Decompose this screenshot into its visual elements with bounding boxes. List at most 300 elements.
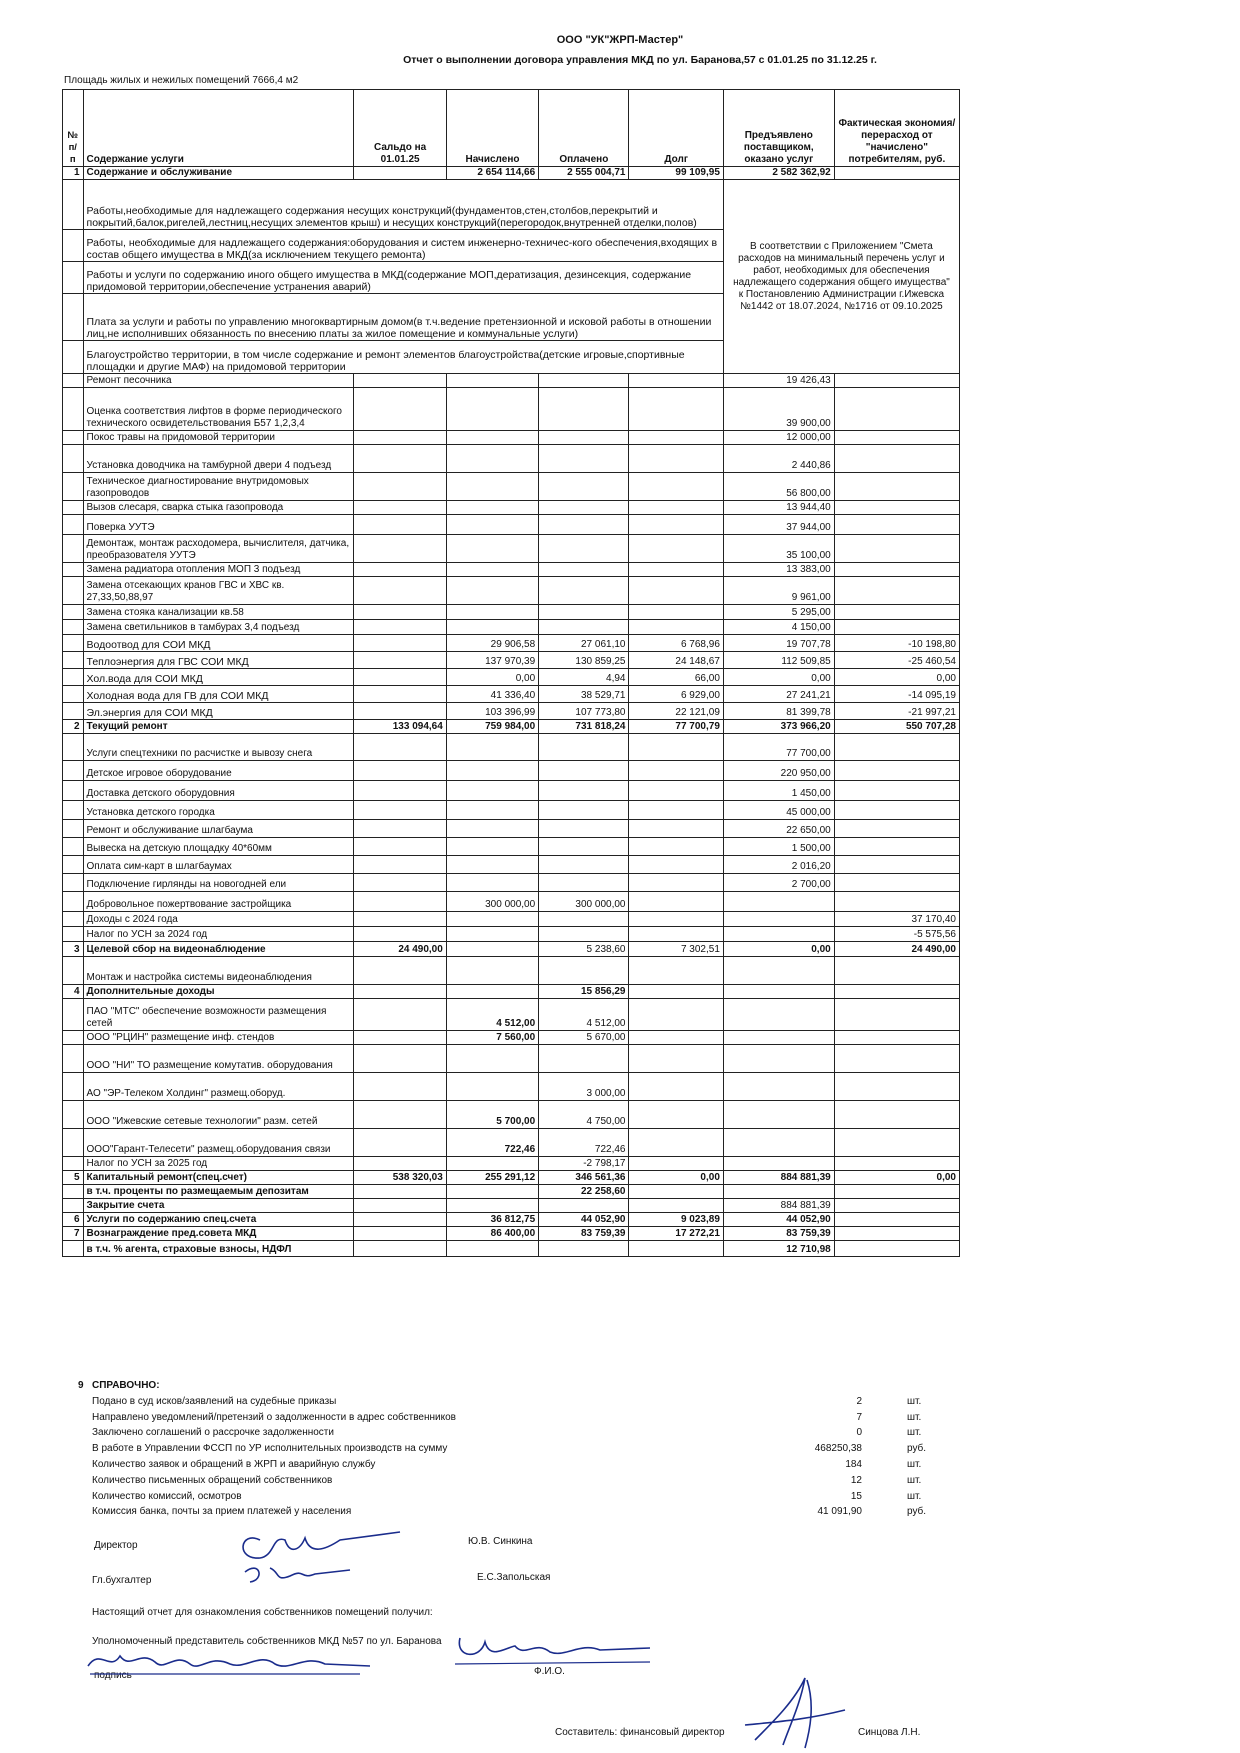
received-text: Настоящий отчет для ознакомления собственников помещений получил: <box>92 1607 433 1618</box>
empty-cell <box>834 820 959 838</box>
empty-cell <box>354 686 446 703</box>
empty-cell <box>63 635 84 652</box>
section-paid: 2 555 004,71 <box>539 167 629 180</box>
utility-debt: 6 929,00 <box>629 686 723 703</box>
empty-cell <box>354 999 446 1031</box>
section-num: 2 <box>63 720 84 734</box>
utility-debt: 6 768,96 <box>629 635 723 652</box>
empty-cell <box>539 874 629 892</box>
utility-name: Теплоэнергия для ГВС СОИ МКД <box>83 652 354 669</box>
repair-name: Ремонт и обслуживание шлагбаума <box>83 820 354 838</box>
income-name: Доходы с 2024 года <box>83 912 354 927</box>
empty-cell <box>629 431 723 445</box>
empty-cell <box>354 388 446 431</box>
reference-rows <box>62 1396 942 1522</box>
col-presented: Предъявлено поставщиком, оказано услуг <box>723 90 834 167</box>
empty-cell <box>539 781 629 801</box>
donation-charged: 300 000,00 <box>446 892 538 912</box>
section-actual: 550 707,28 <box>834 720 959 734</box>
empty-cell <box>354 912 446 927</box>
table-row <box>63 1199 960 1213</box>
empty-cell <box>539 957 629 985</box>
director-label: Директор <box>94 1540 138 1551</box>
empty-cell <box>723 927 834 942</box>
empty-cell <box>354 167 446 180</box>
utility-name: Хол.вода для СОИ МКД <box>83 669 354 686</box>
utility-debt: 66,00 <box>629 669 723 686</box>
table-row <box>63 874 960 892</box>
empty-cell <box>63 801 84 820</box>
utility-actual: -21 997,21 <box>834 703 959 720</box>
repair-presented: 2 700,00 <box>723 874 834 892</box>
reference-unit: шт. <box>907 1474 922 1486</box>
repair-name: Детское игровое оборудование <box>83 761 354 781</box>
utility-charged: 137 970,39 <box>446 652 538 669</box>
utility-name: Эл.энергия для СОИ МКД <box>83 703 354 720</box>
empty-cell <box>446 927 538 942</box>
reference-unit: руб. <box>907 1443 927 1455</box>
empty-cell <box>723 1129 834 1157</box>
reference-num: 9 <box>78 1380 84 1391</box>
empty-cell <box>63 1045 84 1073</box>
section-row <box>63 985 960 999</box>
table-row <box>63 892 960 912</box>
empty-cell <box>354 1101 446 1129</box>
section-num: 3 <box>63 942 84 957</box>
director-name: Ю.В. Синкина <box>468 1536 533 1547</box>
table-row <box>63 1185 960 1199</box>
empty-cell <box>723 892 834 912</box>
reference-label: Комиссия банка, почты за прием платежей у населения <box>92 1506 352 1518</box>
empty-cell <box>834 734 959 761</box>
extra-income-list <box>63 999 960 1171</box>
empty-cell <box>723 999 834 1031</box>
empty-cell <box>834 1241 959 1257</box>
empty-cell <box>354 874 446 892</box>
reference-unit: шт. <box>907 1458 922 1470</box>
utilities-list <box>63 635 960 720</box>
repair-presented: 22 650,00 <box>723 820 834 838</box>
repair-presented: 2 016,20 <box>723 856 834 874</box>
table-row <box>63 957 960 985</box>
empty-cell <box>63 501 84 515</box>
reference-value: 12 <box>850 1474 862 1486</box>
empty-cell <box>354 635 446 652</box>
empty-cell <box>446 761 538 781</box>
section-name: Капитальный ремонт(спец.счет) <box>83 1171 354 1185</box>
representative-signature <box>80 1640 380 1680</box>
section-name: Вознаграждение пред.совета МКД <box>83 1227 354 1241</box>
empty-cell <box>834 856 959 874</box>
table-row <box>63 1129 960 1157</box>
empty-cell <box>63 620 84 635</box>
reference-block <box>62 1380 942 1522</box>
table-row <box>63 431 960 445</box>
empty-cell <box>446 912 538 927</box>
empty-cell <box>446 563 538 577</box>
empty-cell <box>354 620 446 635</box>
table-row <box>63 703 960 720</box>
empty-cell <box>539 535 629 563</box>
reference-row <box>62 1412 942 1428</box>
empty-cell <box>446 942 538 957</box>
empty-cell <box>354 431 446 445</box>
empty-cell <box>354 1045 446 1073</box>
section-paid: 83 759,39 <box>539 1227 629 1241</box>
utility-actual: -10 198,80 <box>834 635 959 652</box>
section-presented: 373 966,20 <box>723 720 834 734</box>
work-name: Оценка соответствия лифтов в форме периодического технического освидетельствования Б57 1,2,3,4 <box>83 388 354 431</box>
repair-presented: 220 950,00 <box>723 761 834 781</box>
empty-cell <box>629 577 723 605</box>
reference-title: СПРАВОЧНО: <box>92 1380 160 1391</box>
empty-cell <box>63 761 84 781</box>
empty-cell <box>354 927 446 942</box>
empty-cell <box>354 1157 446 1171</box>
table-row <box>63 1031 960 1045</box>
empty-cell <box>629 892 723 912</box>
empty-cell <box>629 515 723 535</box>
reference-label: Направлено уведомлений/претензий о задолженности в адрес собственников <box>92 1411 456 1423</box>
repair-name: Подключение гирлянды на новогодней ели <box>83 874 354 892</box>
empty-cell <box>539 1241 629 1257</box>
work-name: Вызов слесаря, сварка стыка газопровода <box>83 501 354 515</box>
income-source-name: Налог по УСН за 2025 год <box>83 1157 354 1171</box>
table-row <box>63 1073 960 1101</box>
empty-cell <box>539 1199 629 1213</box>
empty-cell <box>834 374 959 388</box>
empty-cell <box>723 1185 834 1199</box>
director-signature <box>230 1510 410 1585</box>
section-presented: 83 759,39 <box>723 1227 834 1241</box>
section-charged: 36 812,75 <box>446 1213 538 1227</box>
empty-cell <box>446 501 538 515</box>
section-actual: 0,00 <box>834 1171 959 1185</box>
section-name: Содержание и обслуживание <box>83 167 354 180</box>
table-row <box>63 1045 960 1073</box>
empty-cell <box>834 388 959 431</box>
empty-cell <box>354 605 446 620</box>
empty-cell <box>63 262 84 294</box>
repair-presented: 1 500,00 <box>723 838 834 856</box>
repair-presented: 45 000,00 <box>723 801 834 820</box>
empty-cell <box>539 374 629 388</box>
closing-name: Закрытие счета <box>83 1199 354 1213</box>
empty-cell <box>354 734 446 761</box>
empty-cell <box>354 374 446 388</box>
table-row <box>63 801 960 820</box>
col-charged: Начислено <box>446 90 538 167</box>
utility-presented: 112 509,85 <box>723 652 834 669</box>
empty-cell <box>723 957 834 985</box>
work-presented: 13 383,00 <box>723 563 834 577</box>
empty-cell <box>629 535 723 563</box>
empty-cell <box>539 577 629 605</box>
empty-cell <box>446 605 538 620</box>
utility-charged: 0,00 <box>446 669 538 686</box>
compiler-name: Синцова Л.Н. <box>858 1727 921 1738</box>
work-description: Работы,необходимые для надлежащего содержания несущих конструкций(фундаментов,стен,столбов,перекрытий и покрытий,балок,ригелей,лестниц,несущих элементов крыш) и несущих конструкций(перегородок,внутренней отделки,полов) <box>83 180 723 230</box>
empty-cell <box>446 374 538 388</box>
table-row <box>63 635 960 652</box>
empty-cell <box>629 820 723 838</box>
donation-name: Добровольное пожертвование застройщика <box>83 892 354 912</box>
empty-cell <box>834 1157 959 1171</box>
empty-cell <box>723 985 834 999</box>
repair-name: Услуги спецтехники по расчистке и вывозу снега <box>83 734 354 761</box>
work-name: Демонтаж, монтаж расходомера, вычислителя, датчика, преобразователя УУТЭ <box>83 535 354 563</box>
empty-cell <box>446 515 538 535</box>
table-row <box>63 761 960 781</box>
empty-cell <box>354 577 446 605</box>
section-name: Услуги по содержанию спец.счета <box>83 1213 354 1227</box>
section-num: 5 <box>63 1171 84 1185</box>
empty-cell <box>834 563 959 577</box>
empty-cell <box>629 1185 723 1199</box>
empty-cell <box>834 1185 959 1199</box>
empty-cell <box>539 927 629 942</box>
section-charged: 86 400,00 <box>446 1227 538 1241</box>
empty-cell <box>63 1185 84 1199</box>
empty-cell <box>629 374 723 388</box>
empty-cell <box>629 620 723 635</box>
empty-cell <box>63 431 84 445</box>
empty-cell <box>834 1045 959 1073</box>
work-description: Работы и услуги по содержанию иного общего имущества в МКД(содержание МОП,дератизация, дезинсекция, содержание придомовой территории,обеспечение устранения аварий) <box>83 262 723 294</box>
section-paid: 44 052,90 <box>539 1213 629 1227</box>
empty-cell <box>629 874 723 892</box>
reference-label: Подано в суд исков/заявлений на судебные приказы <box>92 1395 337 1407</box>
empty-cell <box>354 1185 446 1199</box>
empty-cell <box>63 374 84 388</box>
empty-cell <box>63 563 84 577</box>
empty-cell <box>629 1241 723 1257</box>
empty-cell <box>63 892 84 912</box>
empty-cell <box>446 1073 538 1101</box>
empty-cell <box>354 1199 446 1213</box>
table-row <box>63 445 960 473</box>
empty-cell <box>834 761 959 781</box>
reference-value: 7 <box>856 1411 862 1423</box>
empty-cell <box>539 473 629 501</box>
section-row <box>63 942 960 957</box>
empty-cell <box>834 620 959 635</box>
empty-cell <box>63 1129 84 1157</box>
utility-paid: 27 061,10 <box>539 635 629 652</box>
donation-paid: 300 000,00 <box>539 892 629 912</box>
empty-cell <box>446 1185 538 1199</box>
section-row <box>63 1171 960 1185</box>
empty-cell <box>834 838 959 856</box>
work-presented: 2 440,86 <box>723 445 834 473</box>
utility-paid: 38 529,71 <box>539 686 629 703</box>
empty-cell <box>354 820 446 838</box>
deposit-paid: 22 258,60 <box>539 1185 629 1199</box>
empty-cell <box>834 1199 959 1213</box>
empty-cell <box>63 703 84 720</box>
table-row <box>63 374 960 388</box>
empty-cell <box>629 605 723 620</box>
table-row <box>63 605 960 620</box>
col-actual: Фактическая экономия/перерасход от "начислено" потребителям, руб. <box>834 90 959 167</box>
empty-cell <box>446 388 538 431</box>
empty-cell <box>446 577 538 605</box>
reference-row <box>62 1475 942 1491</box>
utility-presented: 27 241,21 <box>723 686 834 703</box>
empty-cell <box>834 1101 959 1129</box>
utility-paid: 130 859,25 <box>539 652 629 669</box>
empty-cell <box>629 1157 723 1171</box>
income-actual: 37 170,40 <box>834 912 959 927</box>
reference-row <box>62 1491 942 1507</box>
empty-cell <box>63 230 84 262</box>
section-paid: 731 818,24 <box>539 720 629 734</box>
empty-cell <box>723 1073 834 1101</box>
empty-cell <box>539 801 629 820</box>
empty-cell <box>63 535 84 563</box>
empty-cell <box>629 501 723 515</box>
empty-cell <box>63 838 84 856</box>
work-name: Замена радиатора отопления МОП 3 подъезд <box>83 563 354 577</box>
empty-cell <box>539 761 629 781</box>
empty-cell <box>539 734 629 761</box>
empty-cell <box>446 1241 538 1257</box>
empty-cell <box>834 577 959 605</box>
empty-cell <box>834 892 959 912</box>
empty-cell <box>354 669 446 686</box>
empty-cell <box>446 535 538 563</box>
empty-cell <box>629 388 723 431</box>
empty-cell <box>629 445 723 473</box>
report-title: Отчет о выполнении договора управления МКД по ул. Баранова,57 с 01.01.25 по 31.12.25 г. <box>403 54 877 66</box>
reference-row <box>62 1459 942 1475</box>
empty-cell <box>723 1031 834 1045</box>
work-presented: 4 150,00 <box>723 620 834 635</box>
section-row <box>63 1213 960 1227</box>
empty-cell <box>446 431 538 445</box>
empty-cell <box>63 686 84 703</box>
section-paid: 5 238,60 <box>539 942 629 957</box>
table-row <box>63 473 960 501</box>
utility-debt: 24 148,67 <box>629 652 723 669</box>
empty-cell <box>539 856 629 874</box>
empty-cell <box>834 1073 959 1101</box>
empty-cell <box>354 801 446 820</box>
utility-name: Холодная вода для ГВ для СОИ МКД <box>83 686 354 703</box>
closing-presented: 884 881,39 <box>723 1199 834 1213</box>
tax-name: Налог по УСН за 2024 год <box>83 927 354 942</box>
empty-cell <box>723 1101 834 1129</box>
empty-cell <box>354 445 446 473</box>
empty-cell <box>834 957 959 985</box>
work-presented: 12 000,00 <box>723 431 834 445</box>
reference-value: 2 <box>856 1395 862 1407</box>
empty-cell <box>834 501 959 515</box>
empty-cell <box>834 1213 959 1227</box>
section-debt: 99 109,95 <box>629 167 723 180</box>
section-row <box>63 167 960 180</box>
company-name: ООО "УК"ЖРП-Мастер" <box>556 34 684 46</box>
table-row <box>63 734 960 761</box>
empty-cell <box>63 652 84 669</box>
table-row <box>63 781 960 801</box>
table-row <box>63 927 960 942</box>
empty-cell <box>629 957 723 985</box>
empty-cell <box>63 669 84 686</box>
empty-cell <box>354 856 446 874</box>
utility-presented: 0,00 <box>723 669 834 686</box>
empty-cell <box>354 1241 446 1257</box>
empty-cell <box>539 820 629 838</box>
empty-cell <box>354 1129 446 1157</box>
table-row <box>63 388 960 431</box>
section-actual: 24 490,00 <box>834 942 959 957</box>
income-source-name: ООО "НИ" ТО размещение комутатив. оборудования <box>83 1045 354 1073</box>
empty-cell <box>629 1101 723 1129</box>
section-saldo: 538 320,03 <box>354 1171 446 1185</box>
reference-unit: шт. <box>907 1427 922 1439</box>
section-name: Целевой сбор на видеонаблюдение <box>83 942 354 957</box>
work-name: Установка доводчика на тамбурной двери 4 подъезд <box>83 445 354 473</box>
empty-cell <box>63 1031 84 1045</box>
empty-cell <box>354 703 446 720</box>
table-row <box>63 999 960 1031</box>
table-row <box>63 912 960 927</box>
empty-cell <box>63 856 84 874</box>
table-row <box>63 1241 960 1257</box>
empty-cell <box>539 431 629 445</box>
repair-presented: 1 450,00 <box>723 781 834 801</box>
empty-cell <box>723 1157 834 1171</box>
empty-cell <box>446 620 538 635</box>
video-name: Монтаж и настройка системы видеонаблюдения <box>83 957 354 985</box>
reference-row <box>62 1443 942 1459</box>
empty-cell <box>629 838 723 856</box>
section-row <box>63 1227 960 1241</box>
empty-cell <box>539 1045 629 1073</box>
empty-cell <box>354 563 446 577</box>
income-paid: 5 670,00 <box>539 1031 629 1045</box>
empty-cell <box>629 734 723 761</box>
utility-presented: 81 399,78 <box>723 703 834 720</box>
income-paid: 3 000,00 <box>539 1073 629 1101</box>
empty-cell <box>63 874 84 892</box>
work-name: Техническое диагностирование внутридомовых газопроводов <box>83 473 354 501</box>
empty-cell <box>446 473 538 501</box>
agent-presented: 12 710,98 <box>723 1241 834 1257</box>
empty-cell <box>723 1045 834 1073</box>
empty-cell <box>834 473 959 501</box>
col-paid: Оплачено <box>539 90 629 167</box>
empty-cell <box>354 501 446 515</box>
empty-cell <box>63 388 84 431</box>
table-row <box>63 515 960 535</box>
empty-cell <box>63 473 84 501</box>
income-paid: -2 798,17 <box>539 1157 629 1171</box>
table-row <box>63 652 960 669</box>
utility-actual: -25 460,54 <box>834 652 959 669</box>
tax-actual: -5 575,56 <box>834 927 959 942</box>
col-debt: Долг <box>629 90 723 167</box>
empty-cell <box>723 912 834 927</box>
empty-cell <box>354 1073 446 1101</box>
reference-row <box>62 1427 942 1443</box>
utility-charged: 29 906,58 <box>446 635 538 652</box>
income-charged: 5 700,00 <box>446 1101 538 1129</box>
section-num: 1 <box>63 167 84 180</box>
empty-cell <box>63 577 84 605</box>
empty-cell <box>629 473 723 501</box>
